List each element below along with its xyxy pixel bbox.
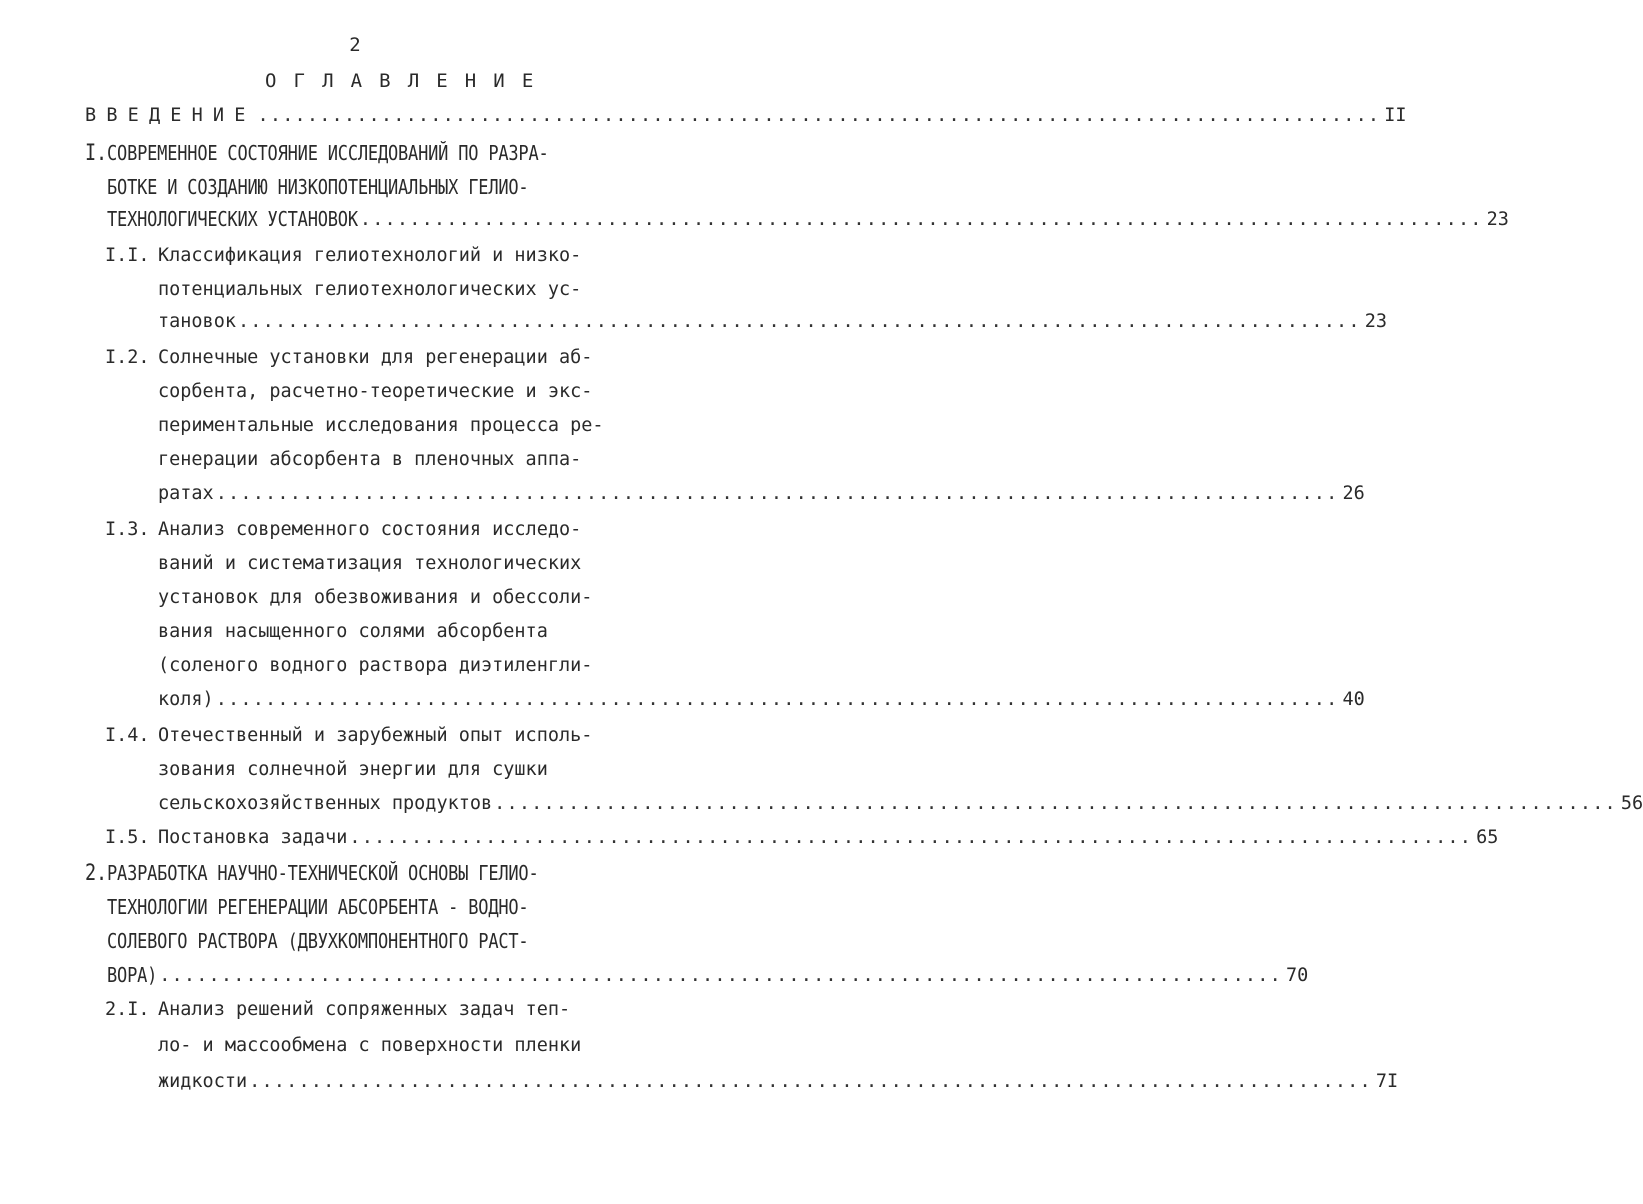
toc-entry-line: генерации абсорбента в пленочных аппа- bbox=[158, 449, 582, 470]
toc-entry-line: установок для обезвоживания и обессоли- bbox=[158, 587, 593, 608]
toc-entry-line: периментальные исследования процесса ре- bbox=[158, 415, 604, 436]
toc-entry-line: потенциальных гелиотехнологических ус- bbox=[158, 279, 582, 300]
toc-page-number: 40 bbox=[1342, 689, 1365, 710]
toc-entry-section-2-1[interactable] bbox=[158, 1070, 1399, 1094]
dot-leader: ........................................................................................... bbox=[237, 311, 1361, 332]
toc-page-number: 7I bbox=[1375, 1071, 1399, 1092]
toc-entry-label: жидкости bbox=[158, 1071, 248, 1092]
chapter-number: I. bbox=[85, 141, 107, 166]
dot-leader: ........................................................................................... bbox=[494, 793, 1617, 814]
toc-entry-label: коля) bbox=[158, 689, 214, 710]
toc-entry-label: Постановка задачи bbox=[158, 827, 348, 848]
toc-entry-line: Отечественный и зарубежный опыт исполь- bbox=[158, 725, 593, 746]
toc-entry-label: тановок bbox=[158, 311, 236, 332]
toc-page-number: 26 bbox=[1342, 483, 1365, 504]
toc-page-number: 65 bbox=[1476, 827, 1499, 848]
toc-entry-section-1-3[interactable] bbox=[158, 688, 1365, 712]
toc-entry-line: РАЗРАБОТКА НАУЧНО-ТЕХНИЧЕСКОЙ ОСНОВЫ ГЕЛИО- bbox=[107, 862, 539, 886]
toc-entry-intro[interactable] bbox=[85, 104, 1407, 128]
toc-entry-line: Классификация гелиотехнологий и низко- bbox=[158, 245, 582, 266]
section-number: I.I. bbox=[105, 245, 150, 266]
toc-entry-label: ВВЕДЕНИЕ bbox=[85, 105, 256, 126]
toc-page-number: 23 bbox=[1364, 311, 1388, 332]
toc-title: ОГЛАВЛЕНИЕ bbox=[265, 70, 551, 92]
toc-entry-line: (соленого водного раствора диэтиленгли- bbox=[158, 655, 593, 676]
toc-entry-line: Анализ современного состояния исследо- bbox=[158, 519, 582, 540]
toc-entry-chapter-2[interactable] bbox=[107, 964, 1309, 988]
toc-page-number: 23 bbox=[1486, 209, 1509, 230]
dot-leader: ........................................................................................... bbox=[359, 209, 1483, 230]
toc-entry-section-1-5[interactable] bbox=[158, 826, 1499, 850]
toc-entry-line: Солнечные установки для регенерации аб- bbox=[158, 347, 593, 368]
dot-leader: ........................................................................................... bbox=[215, 483, 1339, 504]
toc-entry-chapter-1[interactable] bbox=[107, 208, 1509, 232]
section-number: I.5. bbox=[105, 827, 150, 848]
dot-leader: ........................................................................................... bbox=[257, 105, 1381, 126]
toc-entry-section-1-2[interactable] bbox=[158, 482, 1365, 506]
toc-page-number: 56 bbox=[1620, 793, 1643, 814]
toc-page-number: II bbox=[1384, 105, 1407, 126]
toc-entry-line: сорбента, расчетно-теоретические и экс- bbox=[158, 381, 593, 402]
toc-page-number: 70 bbox=[1285, 965, 1309, 986]
toc-entry-line: СОЛЕВОГО РАСТВОРА (ДВУХКОМПОНЕНТНОГО РАСТ- bbox=[107, 930, 529, 954]
toc-entry-label: ратах bbox=[158, 483, 214, 504]
toc-entry-section-1-1[interactable] bbox=[158, 310, 1388, 334]
dot-leader: ........................................................................................... bbox=[215, 689, 1339, 710]
dot-leader: ........................................................................................... bbox=[349, 827, 1473, 848]
toc-entry-line: Анализ решений сопряженных задач теп- bbox=[158, 999, 571, 1020]
toc-entry-section-1-4[interactable] bbox=[158, 792, 1643, 816]
chapter-number: 2. bbox=[85, 861, 107, 886]
dot-leader: ........................................................................................... bbox=[159, 965, 1282, 986]
toc-entry-line: ТЕХНОЛОГИИ РЕГЕНЕРАЦИИ АБСОРБЕНТА - ВОДНО- bbox=[107, 896, 529, 920]
toc-entry-label: ВОРА) bbox=[107, 964, 158, 988]
toc-entry-line: СОВРЕМЕННОЕ СОСТОЯНИЕ ИССЛЕДОВАНИЙ ПО РАЗРА- bbox=[107, 142, 549, 166]
section-number: 2.I. bbox=[105, 999, 150, 1020]
section-number: I.2. bbox=[105, 347, 150, 368]
toc-entry-line: ваний и систематизация технологических bbox=[158, 553, 582, 574]
toc-entry-line: БОТКЕ И СОЗДАНИЮ НИЗКОПОТЕНЦИАЛЬНЫХ ГЕЛИО- bbox=[107, 176, 529, 200]
page-number: 2 bbox=[349, 34, 361, 56]
toc-entry-line: вания насыщенного солями абсорбента bbox=[158, 621, 548, 642]
dot-leader: ........................................................................................... bbox=[249, 1071, 1372, 1092]
toc-entry-label: сельскохозяйственных продуктов bbox=[158, 793, 493, 814]
section-number: I.4. bbox=[105, 725, 150, 746]
toc-entry-line: ло- и массообмена с поверхности пленки bbox=[158, 1035, 582, 1056]
toc-entry-line: зования солнечной энергии для сушки bbox=[158, 759, 548, 780]
section-number: I.3. bbox=[105, 519, 150, 540]
toc-entry-label: ТЕХНОЛОГИЧЕСКИХ УСТАНОВОК bbox=[107, 208, 358, 232]
